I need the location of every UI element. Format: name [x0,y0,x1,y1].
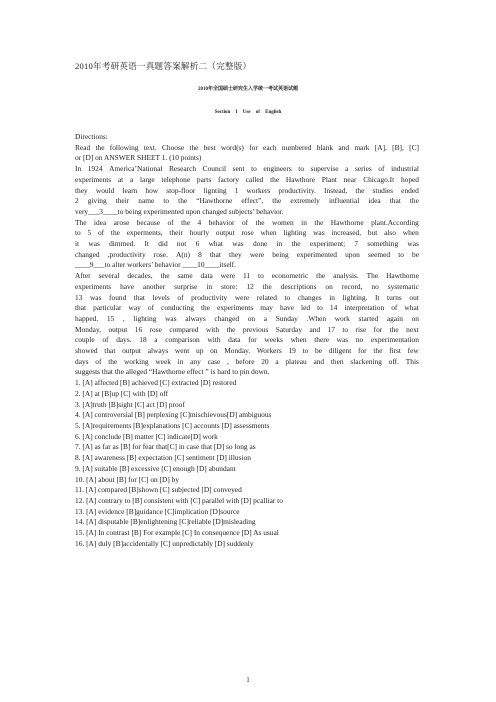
text-line: 9. [A] suitable [B] excessive [C] enough [D] abundant [75,463,236,473]
text-line: suggests that the alleged “Hawthorne effect ” is hard to pin down. [75,367,270,377]
text-line: couple of days. 18 a comparison with data for weeks when there was no experimentation [75,335,419,345]
text-line: 12. [A] contrary to [B] consistent with [C] parallel with [D] pcalliar to [75,495,283,505]
text-line: 16. [A] duly [B]accidentally [C] unpredictably [D] suddenly [75,538,254,548]
text-line: experiments at a large telephone parts factory called the Hawthore Plant near Chicago.It hoped [75,174,419,184]
text-line: 4. [A] controversial [B] perplexing [C]mischievous[D] ambiguous [75,410,272,420]
text-line: Read the following text. Choose the best word(s) for each numbered blank and mark [A], [B], [C] [75,142,419,152]
text-line: or [D] on ANSWER SHEET 1. (10 points) [75,153,202,163]
text-line: Monday, output 16 rose compared with the previous Saturday and 17 to rise for the next [75,324,419,334]
text-line: showed that output always went up on Monday. Workers 19 to be diligent for the first few [75,346,419,356]
text-line: to 5 of the experments, their hourly output rose when lighting was increased, but also when [75,228,419,238]
text-line: happed. 15 , lighting was always changed on a Sunday .When work started again on [75,313,419,323]
text-line: that particular way of conducting the experiments may have led to 14 interpretation of what [75,303,419,313]
exam-body-text [75,132,419,549]
text-line: days of the working week in any case , before 20 a plateau and then slackening off. This [75,356,419,366]
text-line: The idea arose because of the 4 behavior of the women in the Hawthorne plant.According [75,217,419,227]
text-line: 13 was found that levels of productivity were related to changes in lighting. It turns out [75,292,419,302]
text-line: changed ,productivity rose. A(n) 8 that they were being experimented upon seemed to be [75,249,419,259]
exam-title: 2010年全国硕士研究生入学统一考试英语试题 [197,87,298,92]
text-line: 5. [A]requirements [B]explanations [C] accounts [D] assessments [75,420,270,430]
text-line: 8. [A] awareness [B] expectation [C] sentiment [D] illusion [75,453,251,463]
text-line: After several decades, the same data were 11 to econometric the analysis. The Hawthorne [75,271,419,281]
text-line: 1. [A] affected [B] achieved [C] extracted [D] restored [75,378,237,388]
text-line: very___3____to being experimented upon changed subjects’ behavior. [75,206,284,216]
text-line: 2 giving their name to the “Hawthorne effect”, the extremely influential idea that the [75,196,419,206]
text-line: Directions: [75,132,108,141]
text-line: 14. [A] disputable [B]enlightening [C]reliable [D]misleading [75,517,256,527]
text-line: ____9___to alter workers’ behavior ____10____itself. [75,260,236,270]
document-title: 2010年考研英语一真题答案解析二（完整版） [75,61,252,71]
text-line: 10. [A] about [B] for [C] on [D] by [75,474,180,484]
text-line: 2. [A] at [B]up [C] with [D] off [75,388,169,398]
text-line: 13. [A] evidence [B]guidance [C]implication [D]source [75,506,240,516]
text-line: 7. [A] as far as [B] for fear that[C] in case that [D] so long as [75,442,256,452]
section-title: Section I Use of English [214,110,282,115]
text-line: 11. [A] compared [B]shown [C] subjected [D] conveyed [75,485,242,495]
page-number: 1 [246,676,250,684]
text-line: 3. [A]truth [B]sight [C] act [D] proof [75,399,185,409]
text-line: they would learn how stop-floor lignting 1 workers productivity. Instead, the studies ended [75,185,419,195]
text-line: experiments have another surprise in store: 12 the descriptions on record, no systematic [75,281,419,291]
text-line: 6. [A] conclude [B] matter [C] indicate[D] work [75,431,218,441]
text-line: In 1924 America’National Research Council sent to engineers to supervise a series of industrial [75,164,419,174]
text-line: it was dimmed. It did not 6 what was done in the experiment; 7 something was [75,239,419,249]
text-line: 15. [A] In contrast [B] For example [C] In consequence [D] As usual [75,528,279,538]
